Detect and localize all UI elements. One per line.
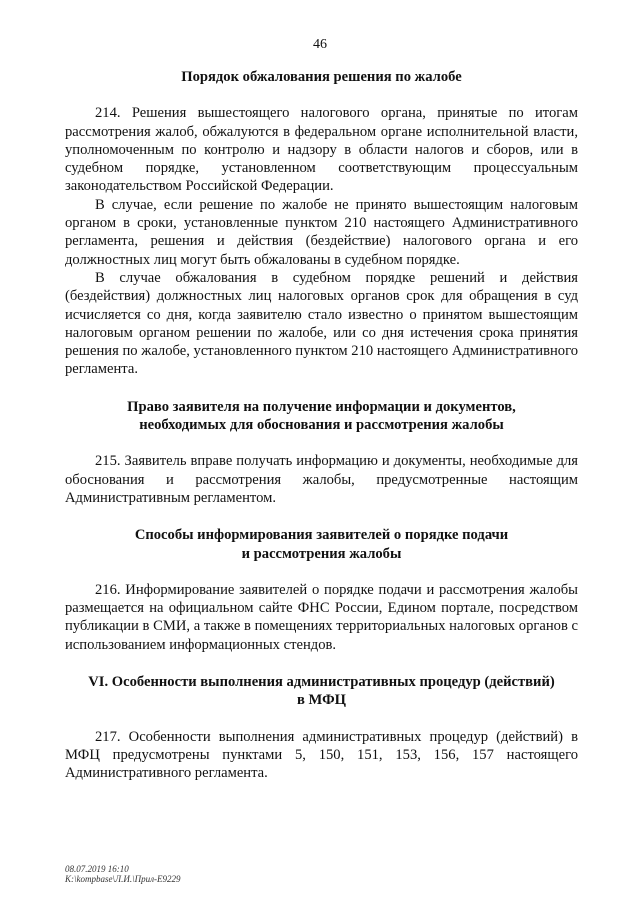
section-heading (65, 526, 578, 563)
footer-date: 08.07.2019 16:10 (65, 864, 129, 874)
section-heading (65, 673, 578, 710)
heading-line: в МФЦ (297, 692, 346, 709)
paragraph: В случае, если решение по жалобе не принято вышестоящим налоговым органом в сроки, установленные пунктом 210 настоящего Административного регламента, решения и действия (бездействие) налогового органа и его должностных лиц могут быть обжалованы в судебном порядке. (65, 196, 578, 268)
footer-stamp (65, 864, 181, 884)
heading-line: Порядок обжалования решения по жалобе (181, 69, 462, 85)
paragraph: 214. Решения вышестоящего налогового органа, принятые по итогам рассмотрения жалоб, обжалуются в федеральном органе исполнительной власти, уполномоченным по контролю и надзору в области налогов и сборов, или в судебном порядке, установленном соответствующим процессуальным законодательством Российской Федерации. (65, 105, 578, 195)
heading-line: VI. Особенности выполнения административных процедур (действий) (88, 674, 555, 691)
paragraph: 216. Информирование заявителей о порядке подачи и рассмотрения жалобы размещается на официальном сайте ФНС России, Едином портале, посредством публикации в СМИ, а также в помещениях территориальных налоговых органов с использованием информационных стендов. (65, 581, 578, 653)
document-body (65, 68, 578, 783)
paragraph: В случае обжалования в судебном порядке решений и действия (бездействия) должностных лиц налоговых органов срок для обращения в суд исчисляется со дня, когда заявителю стало известно о принятом вышестоящим налоговым органом решении по жалобе, или со дня истечения срока принятия решения по жалобе, установленного пунктом 210 настоящего Административного регламента. (65, 269, 578, 378)
paragraph: 217. Особенности выполнения административных процедур (действий) в МФЦ предусмотрены пунктами 5, 150, 151, 153, 156, 157 настоящего Административного регламента. (65, 728, 578, 782)
heading-line: Право заявителя на получение информации и документов, (127, 398, 516, 415)
section-heading (65, 68, 578, 86)
heading-line: необходимых для обоснования и рассмотрения жалобы (139, 417, 504, 434)
heading-line: и рассмотрения жалобы (241, 545, 402, 562)
page-number: 46 (313, 37, 327, 52)
section-heading (65, 398, 578, 435)
footer-path: K:\kompbase\Л.И.\Прил-E9229 (65, 874, 181, 884)
heading-line: Способы информирования заявителей о порядке подачи (134, 527, 509, 544)
paragraph: 215. Заявитель вправе получать информацию и документы, необходимые для обоснования и рассмотрения жалобы, предусмотренные настоящим Административным регламентом. (65, 453, 578, 506)
